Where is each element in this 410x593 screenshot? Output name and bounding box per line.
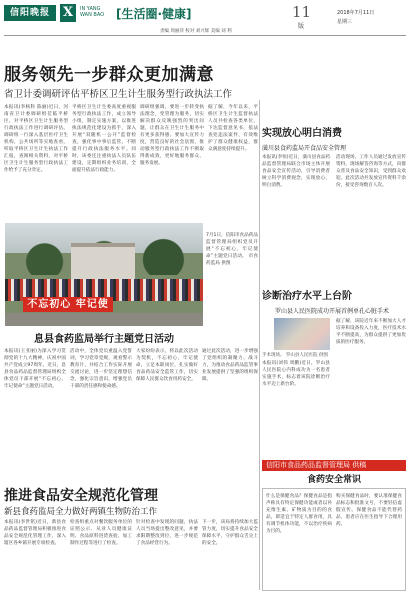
right-story-2-headline: 诊断治疗水平上台阶 [262, 291, 352, 302]
story-2-headline: 息县食药监局举行主题党日活动 [34, 334, 174, 345]
right-story-1-column-2: 活动现场，工作人员通过发放宣传资料、现场解答咨询等方式，向群众普及食品安全知识，受到群众欢迎。此次活动共发放宣传资料千余份，接受咨询数百人次。 [336, 155, 406, 188]
right-story-2-column-2: 据了解，该院近年来不断加大人才培养和设备投入力度，医疗技术水平不断提高，为群众提供了更加优质的医疗服务。 [336, 319, 406, 345]
safety-box-column-1: 什么是保健食品？保健食品是指声称具有特定保健功能或者以补充维生素、矿物质为目的的食品，即适宜于特定人群食用，具有调节机体功能，不以治疗疾病为目的。 [266, 494, 332, 534]
story-3-column-3: 针对检查中发现的问题，执法人员当场提出整改意见，并要求限期整改到位，进一步规范了食品经营行为。 [136, 520, 198, 546]
safety-box-title: 食药安全常识 [306, 475, 361, 485]
editor-credits: 责编 周丽萍 校对 刘兴辉 美编 刘 利 [160, 29, 232, 34]
lead-headline: 服务领先一步群众更加满意 [4, 65, 214, 85]
pinyin-line-1: IN YANG [80, 6, 101, 12]
page-number: 11 [292, 3, 312, 21]
right-story-1-column-1: 本报讯(李恒)近日，潢川县食品药品监督管理局联合市场主体开展食品安全宣传活动，引导消费者树立科学消费观念，实现放心、明白消费。 [262, 155, 330, 188]
pinyin-mark [80, 6, 104, 18]
story-2-column-3: 大家纷纷表示，将以此次活动为契机，不忘初心、牢记使命，立足本职岗位，扎实做好食品药品安全监管工作，切实保障人民群众饮食用药安全。 [136, 349, 198, 382]
photo-banner: 不忘初心 牢记使 [23, 297, 113, 312]
section-title: [生活圈·健康] [116, 7, 192, 21]
story-3-column-1: 本报讯(李世铭)近日，新县食品药品监督管理局积极推进食品安全规范化管理工作，深入辖区各乡镇开展专项检查。 [4, 520, 66, 546]
lead-column-2: 平桥区卫生计生委高度重视服务型行政执法工作，成立领导小组，制定实施方案，以推进执法规范化建设为抓手，深入开展“双随机一公开”监督检查，强化事中事后监管，不断提升行政执法服务水平。同时，该委还注重执法人员队伍建设，定期组织业务培训，全面提升依法行政能力。 [72, 105, 136, 173]
story-2-column-1: 本报讯(王亚丽)为深入学习贯彻党的十九大精神，庆祝中国共产党成立97周年，近日，息县食品药品监督管理局组织全体党员干部开展“不忘初心、牢记使命”主题党日活动。 [4, 349, 66, 389]
issue-weekday: 星期三 [337, 19, 353, 25]
header-divider [4, 35, 406, 36]
photo-caption: 7月1日，信阳市食品药品监督管理局组织党员开展“不忘初心，牢记使命”主题党日活动。 市食药监局 供图 [206, 233, 258, 266]
right-story-2-column-1: 本报讯(刘伟 周鹏)近日，罗山县人民医院心内科成功为一名患者实施手术，标志着该院诊断治疗水平迈上新台阶。 [262, 361, 330, 386]
right-story-2-subhead: 罗山县人民医院成功开展首例单孔心脏手术 [275, 308, 390, 315]
story-3-headline: 推进食品安全规范化管理 [4, 488, 158, 504]
newspaper-logo: 信阳晚报 [4, 5, 56, 21]
lead-subhead: 省卫计委调研评估平桥区卫生计生服务型行政执法工作 [4, 89, 233, 100]
story-2-column-4: 通过此次活动，进一步增强了党组织的凝聚力、战斗力，为推动食品药品监管事业发展提供了坚强的组织保障。 [202, 349, 258, 382]
story-3-column-4: 下一步，该局将持续加大监管力度，切实提升食品安全保障水平，守护群众舌尖上的安全。 [202, 520, 258, 546]
photo-ground [5, 313, 203, 326]
column-divider [259, 100, 260, 590]
lead-column-1: 本报讯(李杨科 陈丽)近日，河南省卫计委调研组莅临平桥区，对平桥区卫生计生服务型行政执法工作进行调研评估。调研组一行深入基层医疗卫生机构、公共场所等实地查看，听取平桥区卫生计生执法工作汇报，查阅相关资料，对平桥区卫生计生服务型行政执法工作给予了充分肯定。 [4, 105, 68, 173]
story-3-subhead: 新县食药监局全力做好两镇生物防治工作 [4, 507, 158, 517]
pinyin-line-2: WAN BAO [80, 12, 105, 18]
story-3-column-2: 检查组重点对餐饮服务单位的证照公示、从业人员健康证明、食品原料进货查验、加工制作过程等进行了检查。 [70, 520, 132, 546]
page-label: 版 [298, 23, 305, 30]
x-logo-mark: X [60, 4, 76, 22]
right-story-1-headline: 实现放心明白消费 [262, 128, 342, 139]
lead-column-3: 调研组强调，要进一步转变执法理念，变管理为服务，切实解决群众反映强烈的突出问题，让群众在卫生计生服务中有更多获得感。要加大宣传力度，营造良好的社会氛围，推动服务型行政执法工作不断取得新成效，更好地服务群众、服务发展。 [140, 105, 204, 166]
surgery-photo [274, 318, 330, 350]
story-2-column-2: 活动中，全体党员重温入党誓词，学习党章党规，观看警示教育片，并结合工作实际开展交流讨论，进一步坚定理想信念，强化宗旨意识，增强党员干部的责任感和使命感。 [70, 349, 132, 389]
masthead [0, 0, 410, 34]
lead-column-4: 据了解，今年以来，平桥区卫生计生监督执法人员共检查各类单位，下达监督意见书，依法查处违法案件，有效维护了群众健康权益，群众满意度持续提升。 [208, 105, 258, 152]
surgery-photo-caption: 手术现场。 罗山县人民医院 供图 [262, 353, 328, 358]
safety-box-tag: 信阳市食品药品监督管理局 供稿 [262, 460, 406, 471]
party-day-photo [5, 223, 203, 326]
right-story-1-subhead: 潢川县食药监局开食品安全管理 [262, 145, 347, 152]
safety-box-column-2: 购买保健食品时，要认准保健食品标志和批准文号，不要轻信虚假宣传。保健食品不能代替药品，患者应在医生指导下合理用药。 [336, 494, 402, 527]
issue-date: 2018年7月11日 [337, 10, 375, 16]
